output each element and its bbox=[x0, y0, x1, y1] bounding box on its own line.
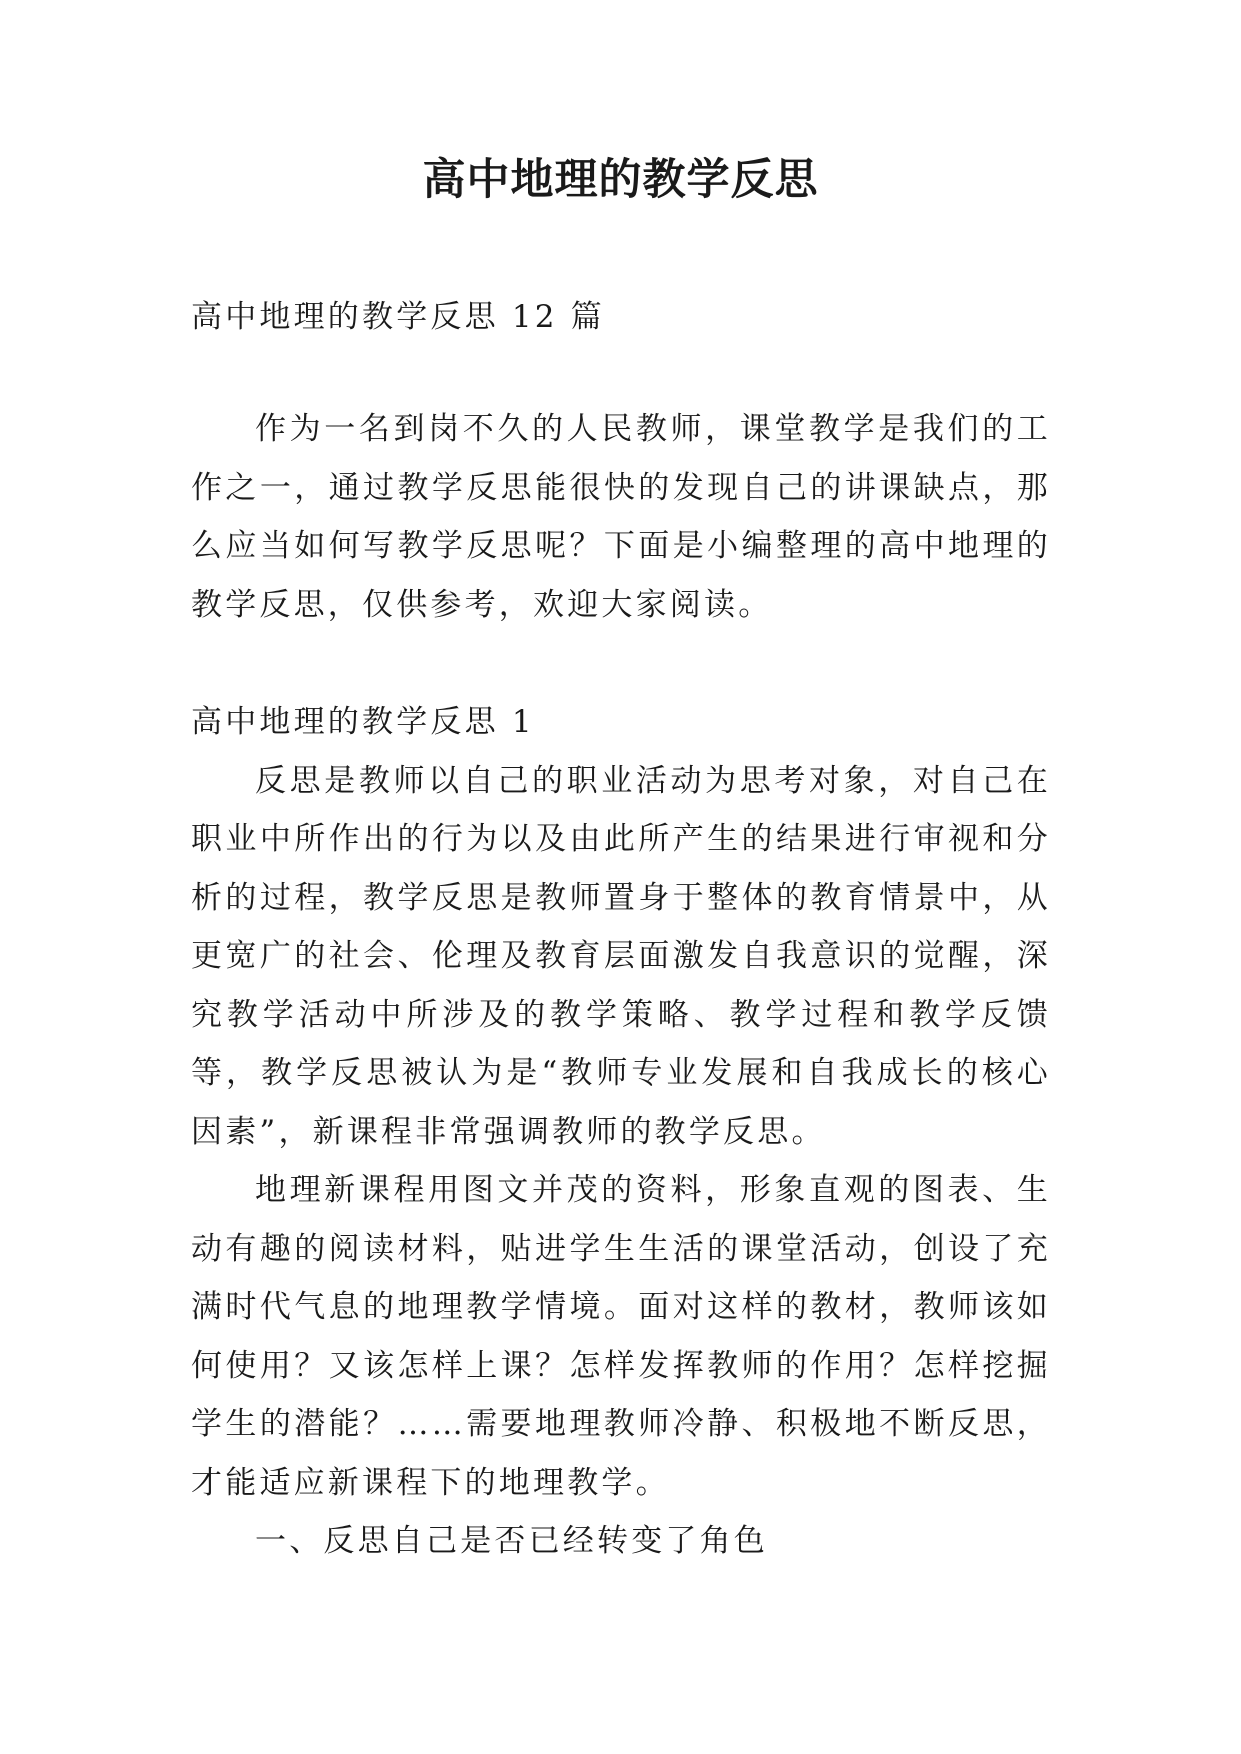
section-1 bbox=[191, 693, 1051, 1571]
intro-block bbox=[191, 400, 1051, 634]
section-heading: 高中地理的教学反思 1 bbox=[191, 704, 535, 740]
body-paragraph: 地理新课程用图文并茂的资料，形象直观的图表、生动有趣的阅读材料，贴进学生生活的课堂活动，创设了充满时代气息的地理教学情境。面对这样的教材，教师该如何使用？又该怎样上课？怎样发挥教师的作用？怎样挖掘学生的潜能？……需要地理教师冷静、积极地不断反思，才能适应新课程下的地理教学。 bbox=[191, 1172, 1051, 1501]
intro-paragraph: 作为一名到岗不久的人民教师，课堂教学是我们的工作之一，通过教学反思能很快的发现自己的讲课缺点，那么应当如何写教学反思呢？下面是小编整理的高中地理的教学反思，仅供参考，欢迎大家阅读。 bbox=[191, 411, 1051, 623]
body-paragraph: 反思是教师以自己的职业活动为思考对象，对自己在职业中所作出的行为以及由此所产生的结果进行审视和分析的过程，教学反思是教师置身于整体的教育情景中，从更宽广的社会、伦理及教育层面激发自我意识的觉醒，深究教学活动中所涉及的教学策略、教学过程和教学反馈等，教学反思被认为是“教师专业发展和自我成长的核心因素”，新课程非常强调教师的教学反思。 bbox=[191, 762, 1051, 1150]
subheading-point-1: 一、反思自己是否已经转变了角色 bbox=[255, 1523, 768, 1559]
document-title: 高中地理的教学反思 bbox=[422, 155, 819, 205]
document-subtitle: 高中地理的教学反思 12 篇 bbox=[191, 299, 605, 335]
